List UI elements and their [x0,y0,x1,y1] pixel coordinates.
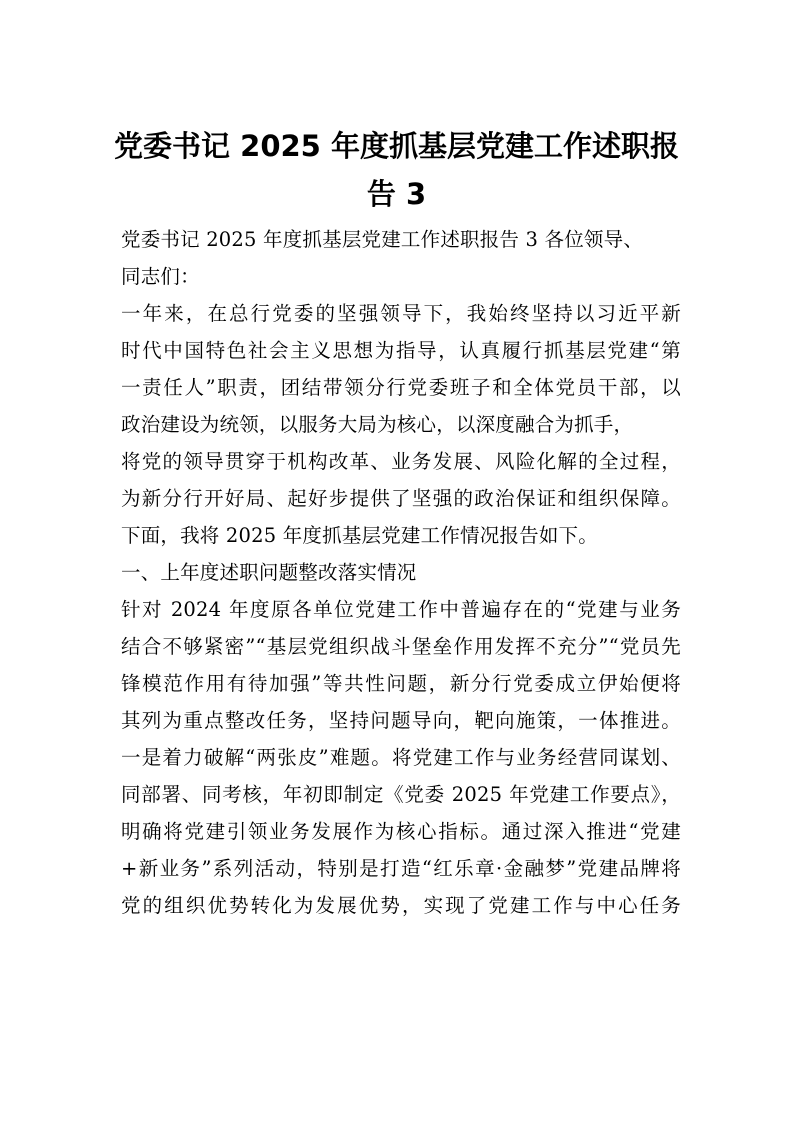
body-line: 将党的领导贯穿于机构改革、业务发展、风险化解的全过程， [121,450,681,473]
body-line: 党的组织优势转化为发展优势，实现了党建工作与中心任务 [121,894,681,917]
body-line: 时代中国特色社会主义思想为指导，认真履行抓基层党建“第 [121,339,681,362]
body-line: 锋模范作用有待加强”等共性问题，新分行党委成立伊始便将 [121,672,681,695]
body-line: 针对 2024 年度原各单位党建工作中普遍存在的“党建与业务 [121,598,681,621]
body-line: 同志们： [121,265,200,288]
body-line: 明确将党建引领业务发展作为核心指标。通过深入推进“党建 [121,820,681,843]
body-line: +新业务”系列活动，特别是打造“红乐章·金融梦”党建品牌将 [121,857,681,880]
document-title-line-1: 党委书记 2025 年度抓基层党建工作述职报 [114,129,679,163]
body-line: 同部署、同考核，年初即制定《党委 2025 年党建工作要点》， [121,783,681,806]
body-line: 一责任人”职责，团结带领分行党委班子和全体党员干部，以 [121,376,681,399]
body-line: 结合不够紧密”“基层党组织战斗堡垒作用发挥不充分”“党员先 [121,635,681,658]
body-line: 政治建设为统领，以服务大局为核心，以深度融合为抓手， [121,413,634,436]
body-line: 一年来，在总行党委的坚强领导下，我始终坚持以习近平新 [121,302,681,325]
body-line: 为新分行开好局、起好步提供了坚强的政治保证和组织保障。 [121,487,681,510]
body-line: 其列为重点整改任务，坚持问题导向，靶向施策，一体推进。 [121,709,681,732]
section-heading: 一、上年度述职问题整改落实情况 [121,561,417,584]
body-line: 下面，我将 2025 年度抓基层党建工作情况报告如下。 [121,524,598,547]
document-body [121,221,681,924]
body-line: 一是着力破解“两张皮”难题。将党建工作与业务经营同谋划、 [121,746,681,769]
body-line: 党委书记 2025 年度抓基层党建工作述职报告 3 各位领导、 [121,228,644,251]
document-title-line-2: 告 3 [366,177,427,211]
